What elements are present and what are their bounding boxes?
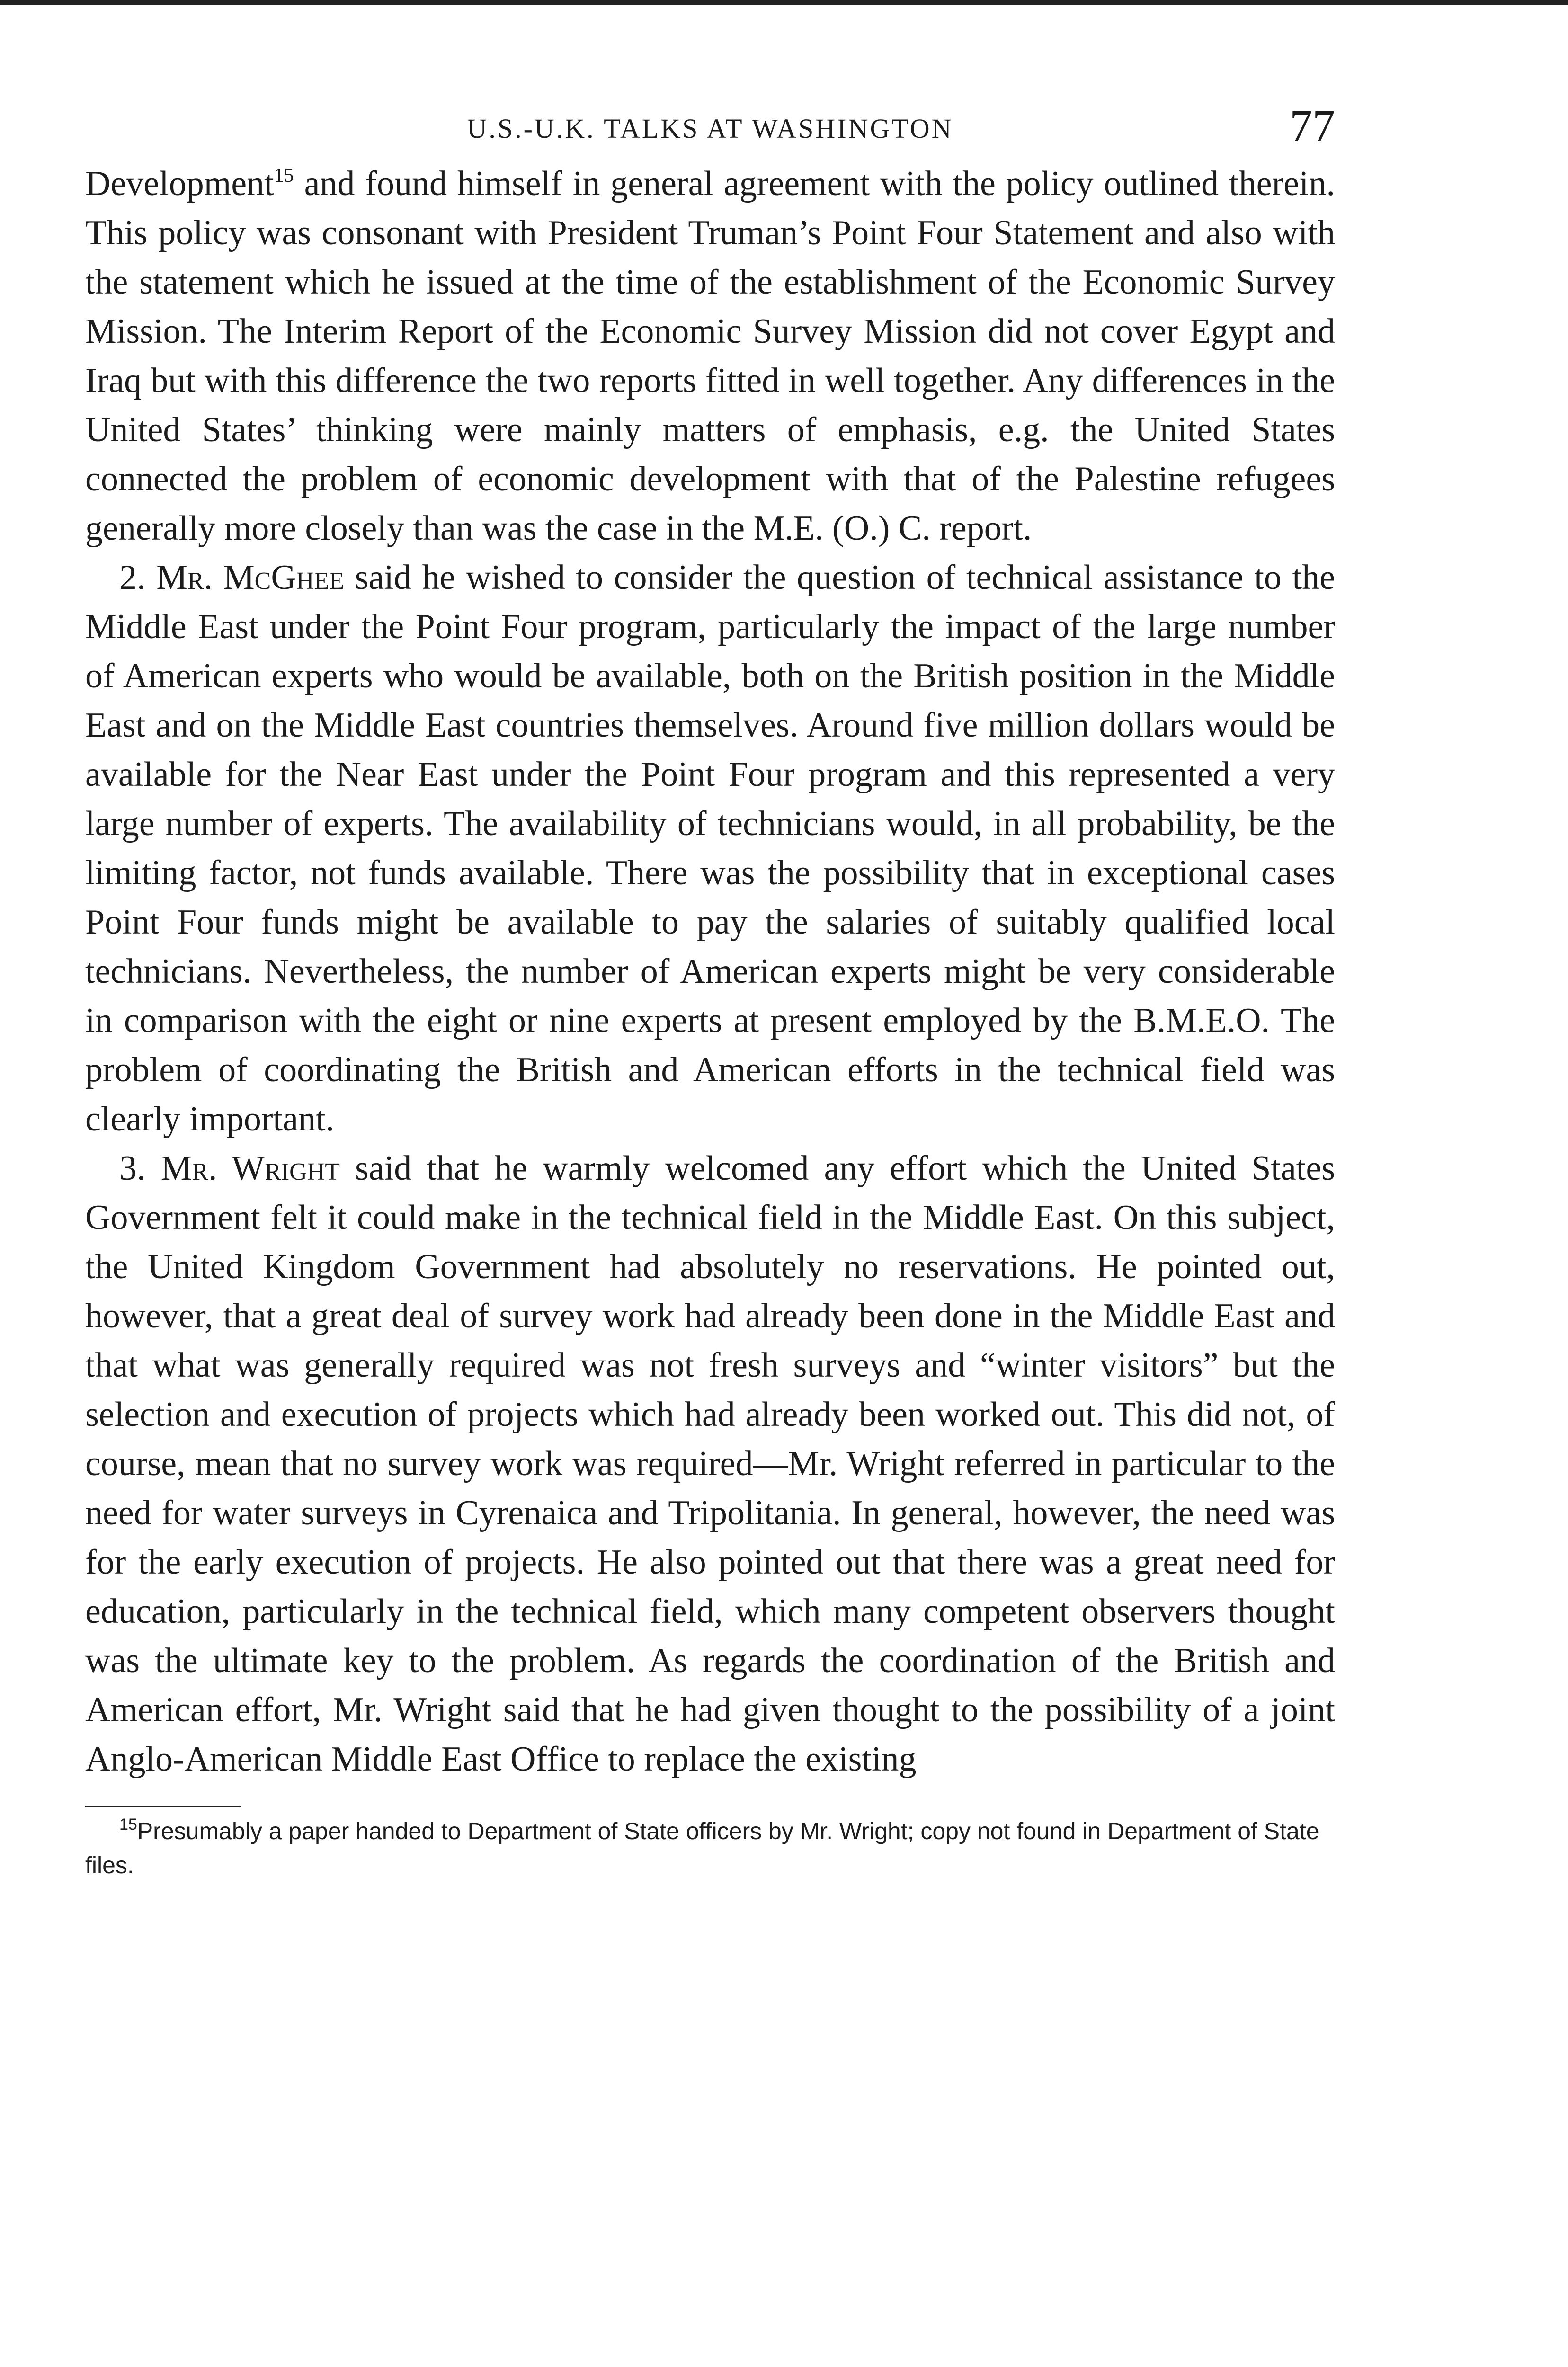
footnote-separator — [85, 1806, 241, 1807]
paragraph-1 — [85, 159, 1335, 553]
running-head — [85, 95, 1335, 156]
paragraph-3-number: 3. — [119, 1149, 161, 1188]
paragraph-2 — [85, 553, 1335, 1144]
speaker-mcghee: Mr. McGhee — [156, 558, 344, 597]
running-title: U.S.-U.K. TALKS AT WASHINGTON — [467, 113, 953, 144]
paragraph-1-text: and found himself in general agreement with the policy outlined therein. This policy was consonant with President Truman’s Point Four Statement and also with the statement which he issued at the time of the establishment of the Economic Survey Mission. The Interim Report of the Economic Survey Mission did not cover Egypt and Iraq but with this difference the two reports fitted in well together. Any differences in the United States’ thinking were mainly matters of emphasis, e.g. the United States connected the problem of economic development with that of the Palestine refugees generally more closely than was the case in the M.E. (O.) C. report. — [85, 164, 1335, 548]
footnote-text: Presumably a paper handed to Department of State officers by Mr. Wright; copy not found in Department of State files. — [85, 1818, 1319, 1878]
paragraph-3 — [85, 1144, 1335, 1784]
body-text — [85, 159, 1335, 1784]
footnote-marker: 15 — [119, 1815, 137, 1833]
footnote-reference-15: 15 — [274, 165, 294, 187]
paragraph-3-text: said that he warmly welcomed any effort which the United States Government felt it could make in the technical field in the Middle East. On this subject, the United Kingdom Government had absolutely no reservations. He pointed out, however, that a great deal of survey work had already been done in the Middle East and that what was generally required was not fresh surveys and “winter visitors” but the selection and execution of projects which had already been worked out. This did not, of course, mean that no survey work was required—Mr. Wright referred in particular to the need for water surveys in Cyrenaica and Tripolitania. In general, however, the need was for the early execution of projects. He also pointed out that there was a great need for education, particularly in the technical field, which many competent observers thought was the ultimate key to the problem. As regards the coordination of the British and American effort, Mr. Wright said that he had given thought to the possibility of a joint Anglo-American Middle East Office to replace the existing — [85, 1149, 1336, 1779]
page-top-edge-rule — [0, 0, 1568, 5]
paragraph-2-text: said he wished to consider the question of technical assistance to the Middle East under the Point Four program, particularly the impact of the large number of American experts who would be available, both on the British position in the Middle East and on the Middle East countries themselves. Around five million dollars would be available for the Near East under the Point Four program and this represented a very large number of experts. The availability of technicians would, in all probability, be the limiting factor, not funds available. There was the possibility that in exceptional cases Point Four funds might be available to pay the salaries of suitably qualified local technicians. Nevertheless, the number of American experts might be very considerable in comparison with the eight or nine experts at present employed by the B.M.E.O. The problem of coordinating the British and American efforts in the technical field was clearly important. — [85, 558, 1335, 1139]
paragraph-2-number: 2. — [119, 558, 157, 597]
page-number: 77 — [1290, 100, 1335, 151]
footnote-15 — [85, 1814, 1335, 1882]
speaker-wright: Mr. Wright — [160, 1149, 340, 1188]
paragraph-1-text-start: Development — [85, 164, 274, 203]
book-page — [85, 95, 1335, 1882]
